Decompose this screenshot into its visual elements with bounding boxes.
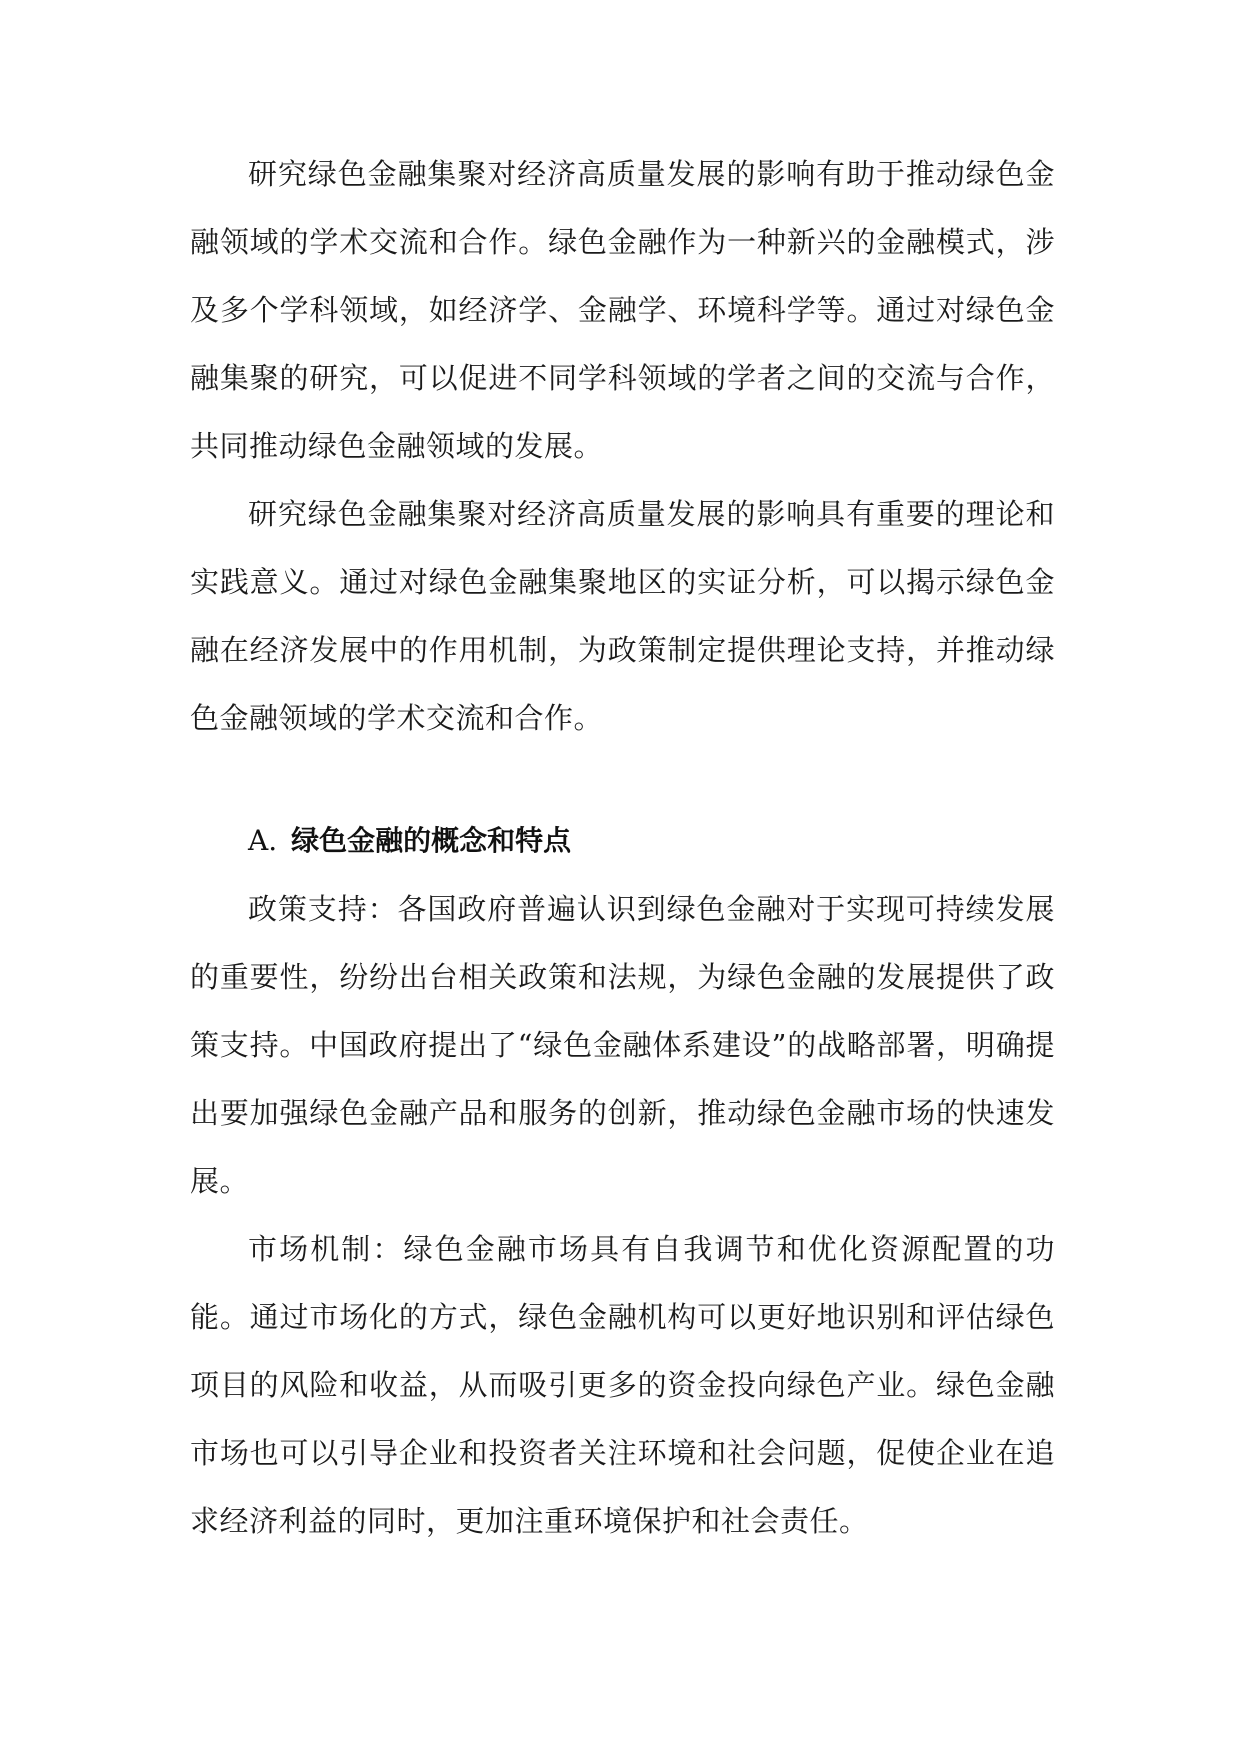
section-title: 绿色金融的概念和特点: [291, 824, 572, 857]
section-label: A.: [248, 824, 278, 857]
section-heading: [190, 807, 1055, 875]
document-body: [190, 140, 1055, 1555]
paragraph-market-mechanism: 市场机制：绿色金融市场具有自我调节和优化资源配置的功能。通过市场化的方式，绿色金融机构可以更好地识别和评估绿色项目的风险和收益，从而吸引更多的资金投向绿色产业。绿色金融市场也可以引导企业和投资者关注环境和社会问题，促使企业在追求经济利益的同时，更加注重环境保护和社会责任。: [190, 1232, 1055, 1538]
paragraph-policy-support: 政策支持：各国政府普遍认识到绿色金融对于实现可持续发展的重要性，纷纷出台相关政策和法规，为绿色金融的发展提供了政策支持。中国政府提出了“绿色金融体系建设”的战略部署，明确提出要加强绿色金融产品和服务的创新，推动绿色金融市场的快速发展。: [190, 892, 1055, 1198]
paragraph-research-significance: 研究绿色金融集聚对经济高质量发展的影响具有重要的理论和实践意义。通过对绿色金融集聚地区的实证分析，可以揭示绿色金融在经济发展中的作用机制，为政策制定提供理论支持，并推动绿色金融领域的学术交流和合作。: [190, 497, 1055, 735]
paragraph-academic-exchange: 研究绿色金融集聚对经济高质量发展的影响有助于推动绿色金融领域的学术交流和合作。绿色金融作为一种新兴的金融模式，涉及多个学科领域，如经济学、金融学、环境科学等。通过对绿色金融集聚的研究，可以促进不同学科领域的学者之间的交流与合作，共同推动绿色金融领域的发展。: [190, 157, 1055, 463]
